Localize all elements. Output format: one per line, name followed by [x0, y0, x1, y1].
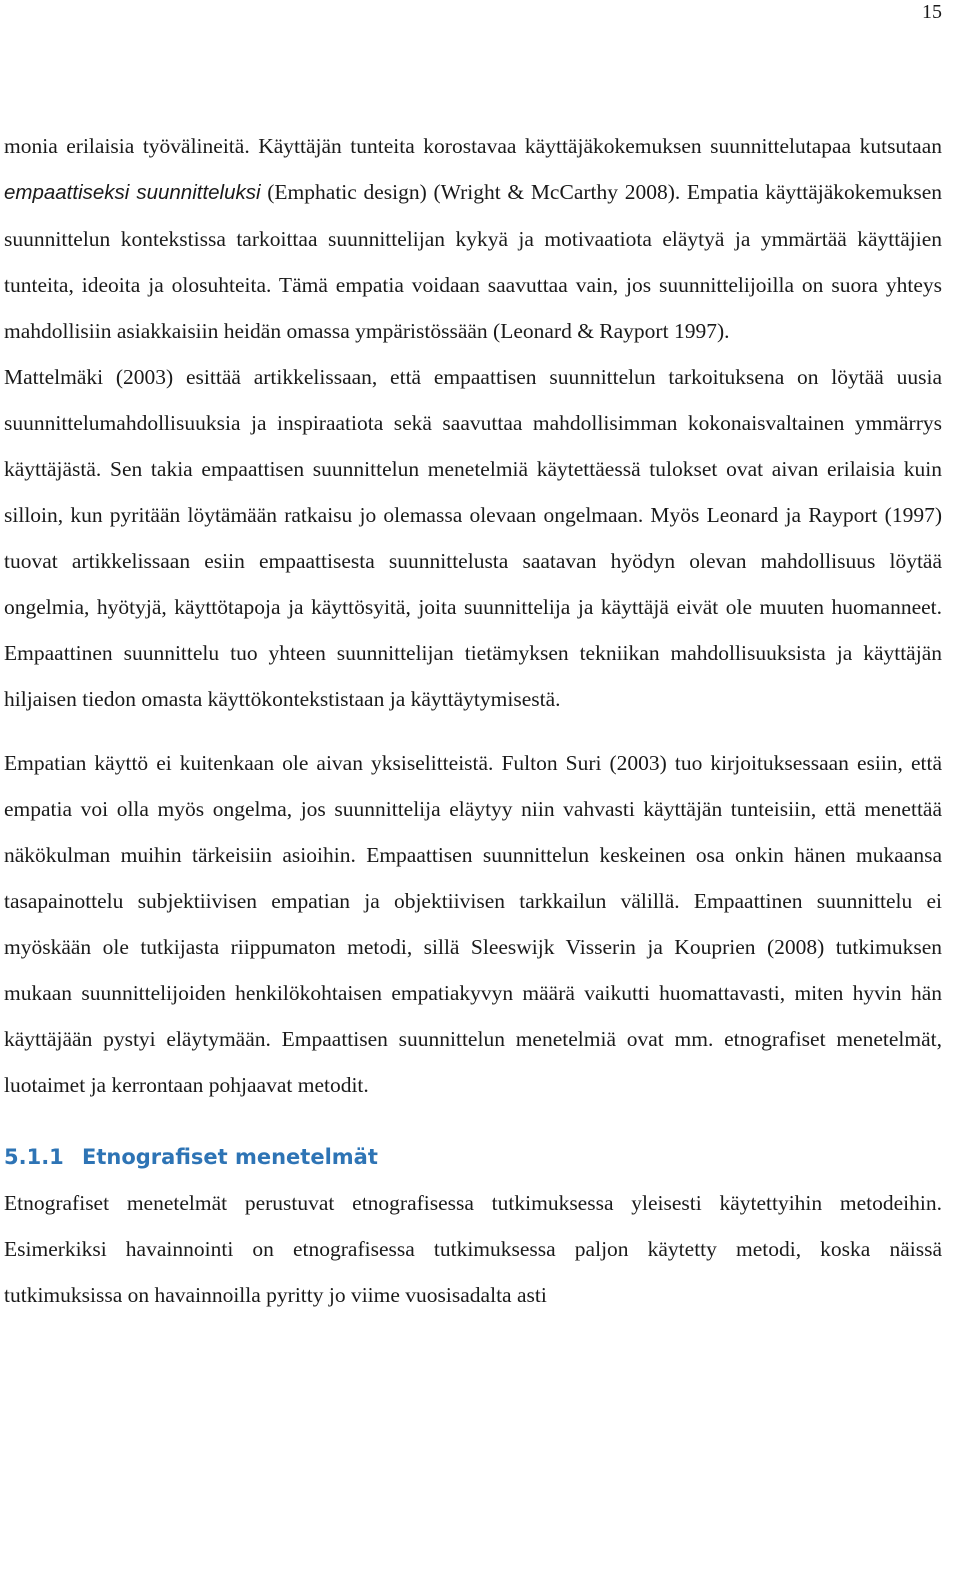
paragraph-text: (Emphatic design) (Wright & McCarthy 2008). Empatia käyttäjäkokemuksen suunnittelun kontekstissa tarkoittaa suunnittelijan kykyä ja motivaatiota eläytyä ja ymmärtää käyttäjien tunteita, ideoita ja olosuhteita. Tämä empatia voidaan saavuttaa vain, jos suunnittelijoilla on suora yhteys mahdollisiin asiakkaisiin heidän omassa ympäristössään (Leonard & Rayport 1997). — [4, 180, 942, 343]
section-number: 5.1.1 — [4, 1145, 64, 1169]
section-spacer — [4, 1108, 942, 1134]
document-body — [4, 123, 942, 1318]
paragraph-empathy-challenges: Empatian käyttö ei kuitenkaan ole aivan yksiselitteistä. Fulton Suri (2003) tuo kirjoituksessaan esiin, että empatia voi olla myös ongelma, jos suunnittelija eläytyy niin vahvasti käyttäjän tunteisiin, että menettää näkökulman muihin tärkeisiin asioihin. Empaattisen suunnittelun keskeinen osa onkin hänen mukaansa tasapainottelu subjektiivisen empatian ja objektiivisen tarkkailun välillä. Empaattinen suunnittelu ei myöskään ole tutkijasta riippumaton metodi, sillä Sleeswijk Visserin ja Kouprien (2008) tutkimuksen mukaan suunnittelijoiden henkilökohtaisen empatiakyvyn määrä vaikutti huomattavasti, miten hyvin hän käyttäjään pystyi eläytymään. Empaattisen suunnittelun menetelmiä ovat mm. etnografiset menetelmät, luotaimet ja kerrontaan pohjaavat metodit. — [4, 751, 942, 1097]
paragraph-ethnographic-methods: Etnografiset menetelmät perustuvat etnografisessa tutkimuksessa yleisesti käytettyihin metodeihin. Esimerkiksi havainnointi on etnografisessa tutkimuksessa paljon käytetty metodi, koska näissä tutkimuksissa on havainnoilla pyritty jo viime vuosisadalta asti — [4, 1191, 942, 1307]
emphasized-term: empaattiseksi suunnitteluksi — [4, 181, 261, 204]
paragraph-text: monia erilaisia työvälineitä. Käyttäjän tunteita korostavaa käyttäjäkokemuksen suunnittelutapaa kutsutaan — [4, 134, 942, 158]
page-number: 15 — [922, 1, 942, 23]
section-title: Etnografiset menetelmät — [82, 1145, 378, 1169]
paragraph-spacer — [4, 722, 942, 740]
section-heading — [4, 1134, 942, 1180]
paragraph-empathic-design — [4, 123, 942, 354]
paragraph-mattelmaki: Mattelmäki (2003) esittää artikkelissaan, että empaattisen suunnittelun tarkoituksena on löytää uusia suunnittelumahdollisuuksia ja inspiraatiota sekä saavuttaa mahdollisimman kokonaisvaltainen ymmärrys käyttäjästä. Sen takia empaattisen suunnittelun menetelmiä käytettäessä tulokset ovat aivan erilaisia kuin silloin, kun pyritään löytämään ratkaisu jo olemassa olevaan ongelmaan. Myös Leonard ja Rayport (1997) tuovat artikkelissaan esiin empaattisesta suunnittelusta saatavan hyödyn olevan mahdollisuus löytää ongelmia, hyötyjä, käyttötapoja ja käyttösyitä, joita suunnittelija ja käyttäjä eivät ole muuten huomanneet. Empaattinen suunnittelu tuo yhteen suunnittelijan tietämyksen tekniikan mahdollisuuksista ja käyttäjän hiljaisen tiedon omasta käyttökontekstistaan ja käyttäytymisestä. — [4, 365, 942, 711]
